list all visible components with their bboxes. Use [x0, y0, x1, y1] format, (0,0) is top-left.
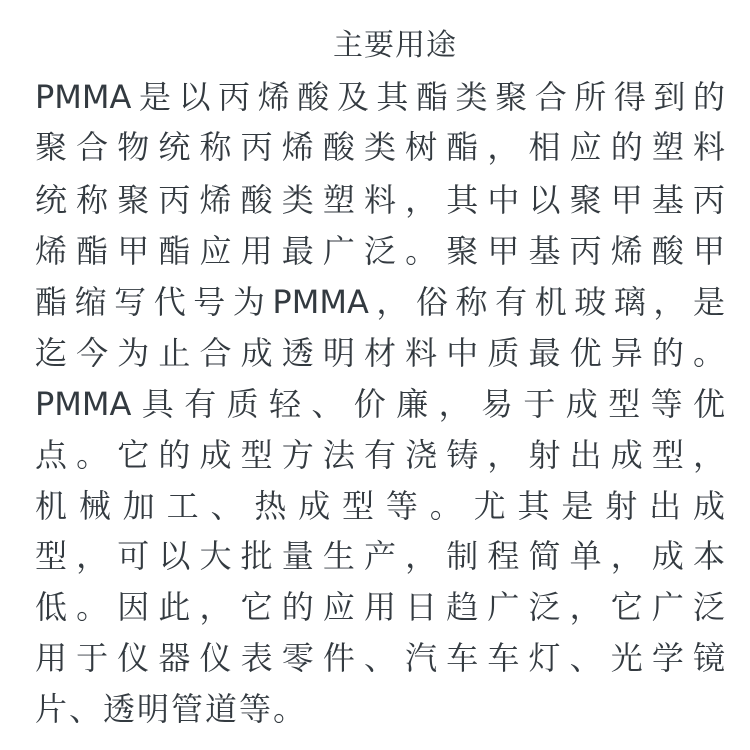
paragraph-line: 机械加工、热成型等。尤其是射出成	[35, 487, 725, 525]
paragraph-line: 型，可以大批量生产，制程简单，成本	[35, 537, 725, 575]
paragraph-line: 点。它的成型方法有浇铸，射出成型，	[35, 436, 725, 474]
paragraph-line: 聚合物统称丙烯酸类树酯，相应的塑料	[35, 128, 725, 166]
paragraph-line: 低。因此，它的应用日趋广泛，它广泛	[35, 588, 725, 626]
paragraph-line: PMMA具有质轻、价廉，易于成型等优	[35, 385, 725, 423]
paragraph-line: 酯缩写代号为PMMA，俗称有机玻璃，是	[35, 283, 725, 321]
paragraph-line: PMMA是以丙烯酸及其酯类聚合所得到的	[35, 78, 725, 116]
section-title: 主要用途	[333, 28, 457, 63]
paragraph-line: 用于仪器仪表零件、汽车车灯、光学镜	[35, 639, 725, 677]
paragraph-line: 迄今为止合成透明材料中质最优异的。	[35, 334, 725, 372]
paragraph-line: 片、透明管道等。	[35, 690, 308, 728]
paragraph-line: 烯酯甲酯应用最广泛。聚甲基丙烯酸甲	[35, 232, 725, 270]
paragraph-line: 统称聚丙烯酸类塑料，其中以聚甲基丙	[35, 181, 725, 219]
